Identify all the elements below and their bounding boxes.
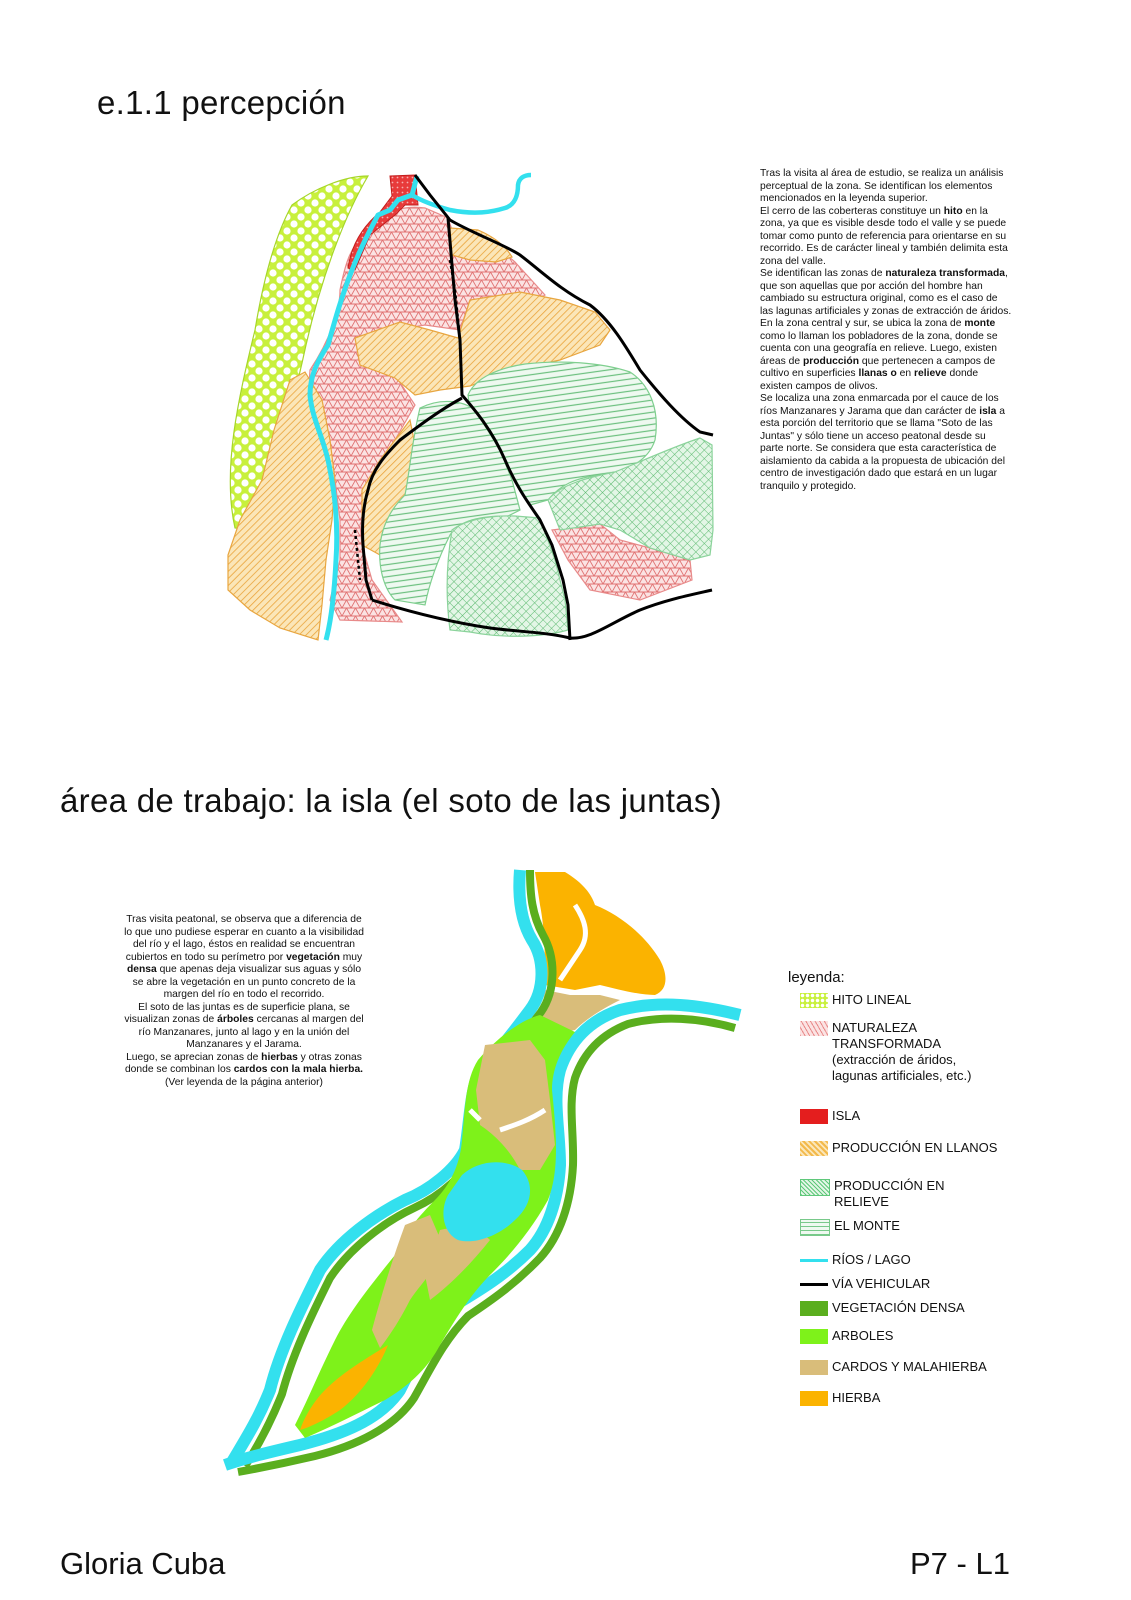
section1-paragraph: Se identifican las zonas de naturaleza transformada, que son aquellas que por acción del hombre han cambiado su estructura original, como es el caso de las lagunas artificiales y zonas de extracción de áridos. — [760, 268, 1012, 317]
legend-swatch-monte — [800, 1219, 830, 1236]
legend-item-relieve — [800, 1178, 945, 1210]
legend-swatch-densa — [800, 1301, 828, 1316]
legend-item-rios — [800, 1252, 911, 1268]
legend-swatch-naturaleza — [800, 1021, 828, 1036]
section1-paragraph: Tras la visita al área de estudio, se realiza un análisis perceptual de la zona. Se identifican los elementos mencionados en la leyenda superior. — [760, 168, 1004, 204]
legend-label-isla: ISLA — [832, 1108, 861, 1123]
legend-item-hierba — [800, 1390, 880, 1406]
author-name: Gloria Cuba — [60, 1546, 226, 1581]
legend-item-cardos — [800, 1359, 987, 1375]
legend-label-naturaleza: NATURALEZA TRANSFORMADA (extracción de áridos, lagunas artificiales, etc.) — [832, 1020, 972, 1083]
legend-swatch-llanos — [800, 1141, 828, 1156]
section2-title: área de trabajo: la isla (el soto de las juntas) — [60, 782, 722, 819]
legend-label-relieve: PRODUCCIÓN EN RELIEVE — [834, 1178, 945, 1209]
legend-title: leyenda: — [788, 969, 845, 986]
legend-label-densa: VEGETACIÓN DENSA — [832, 1300, 965, 1315]
legend-item-isla — [800, 1108, 860, 1124]
legend-item-arboles — [800, 1328, 893, 1344]
legend-swatch-isla — [800, 1109, 828, 1124]
section2-paragraph: (Ver leyenda de la página anterior) — [165, 1076, 323, 1088]
section2-paragraph: Luego, se aprecian zonas de hierbas y otras zonas donde se combinan los cardos con la mala hierba. — [124, 1051, 364, 1075]
legend-item-monte — [800, 1218, 900, 1236]
legend-label-hierba: HIERBA — [832, 1390, 881, 1405]
legend-swatch-relieve — [800, 1179, 830, 1196]
legend-label-rios: RÍOS / LAGO — [832, 1252, 911, 1267]
legend-label-monte: EL MONTE — [834, 1218, 900, 1233]
legend-swatch-cardos — [800, 1360, 828, 1375]
legend-item-naturaleza — [800, 1020, 971, 1084]
legend-swatch-arboles — [800, 1329, 828, 1344]
legend-label-llanos: PRODUCCIÓN EN LLANOS — [832, 1140, 998, 1155]
legend-item-llanos — [800, 1140, 997, 1156]
legend-label-hito: HITO LINEAL — [832, 992, 912, 1007]
legend-label-via: VÍA VEHICULAR — [832, 1276, 931, 1291]
legend-item-densa — [800, 1300, 965, 1316]
section1-paragraph: En la zona central y sur, se ubica la zona de monte como lo llaman los pobladores de la zona, donde se cuenta con una geografía en relieve. Luego, existen áreas de producción que pertenecen a campos de cultivo en superficies llanas o en relieve donde existen campos de olivos. — [760, 318, 998, 392]
legend-item-via — [800, 1276, 930, 1292]
section2-description — [122, 914, 366, 1089]
legend-swatch-hierba — [800, 1391, 828, 1406]
section1-paragraph: El cerro de las coberteras constituye un hito en la zona, ya que es visible desde todo el valle y se puede tomar como punto de referencia para orientarse en su recorrido. Es de carácter lineal y también delimita esta zona del valle. — [760, 205, 1008, 267]
legend-swatch-hito — [800, 993, 828, 1008]
section2-paragraph: El soto de las juntas es de superficie plana, se visualizan zonas de árboles cercanas al margen del río Manzanares, junto al lago y en la unión del Manzanares y el Jarama. — [124, 1001, 364, 1050]
section2-paragraph: Tras visita peatonal, se observa que a diferencia de lo que uno pudiese esperar en cuanto a la visibilidad del río y el lago, éstos en realidad se encuentran cubiertos en todo su perímetro por vegetación muy densa que apenas deja visualizar sus aguas y sólo se abre la vegetación en un punto concreto de la margen del río en todo el recorrido. — [124, 914, 364, 1000]
legend-swatch-via — [800, 1283, 828, 1286]
section1-paragraph: Se localiza una zona enmarcada por el cauce de los ríos Manzanares y Jarama que dan carácter de isla a esta porción del territorio que se llama "Soto de las Juntas" y sólo tiene un acceso peatonal desde su parte norte. Se considera que esta característica de aislamiento da cabida a la propuesta de ubicación del centro de investigación dado que estará en un lugar tranquilo y protegido. — [760, 393, 1006, 492]
legend-swatch-rios — [800, 1259, 828, 1262]
legend-label-arboles: ARBOLES — [832, 1328, 894, 1343]
legend-item-hito — [800, 992, 911, 1008]
page-number: P7 - L1 — [910, 1546, 1010, 1581]
legend-label-cardos: CARDOS Y MALAHIERBA — [832, 1359, 987, 1374]
section1-title: e.1.1 percepción — [97, 84, 346, 121]
